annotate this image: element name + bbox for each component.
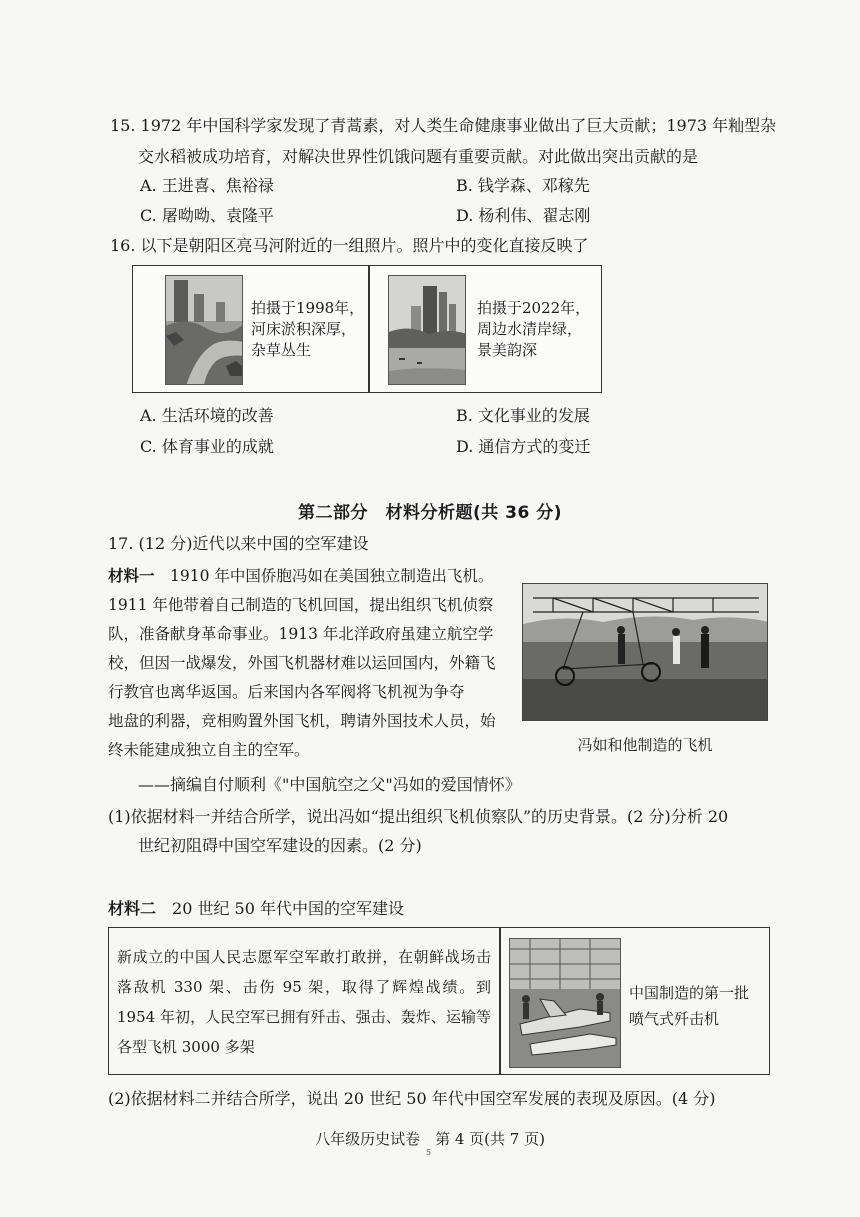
material2-title: 20 世纪 50 年代中国的空军建设 xyxy=(156,899,404,918)
q16-option-b[interactable]: B. 文化事业的发展 xyxy=(456,406,590,425)
photo-1998-caption: 拍摄于1998年， 河床淤积深厚， 杂草丛生 xyxy=(251,299,365,359)
material1-block xyxy=(108,562,518,765)
q16-photo-panel xyxy=(132,265,602,393)
material1-line-1: 1911 年他带着自己制造的飞机回国，提出组织飞机侦察 xyxy=(108,596,494,614)
q15-option-d[interactable]: D. 杨利伟、翟志刚 xyxy=(456,206,591,225)
material1-line-3: 校，但因一战爆发，外国飞机器材难以运回国内，外籍飞 xyxy=(108,654,496,672)
q15-option-b[interactable]: B. 钱学森、邓稼先 xyxy=(456,176,590,195)
q17-sub1-line2: 世纪初阻碍中国空军建设的因素。(2 分) xyxy=(138,836,422,855)
photo-divider xyxy=(368,266,370,392)
page-footer: 八年级历史试卷 第 4 页(共 7 页) xyxy=(315,1130,545,1148)
q16-option-a[interactable]: A. 生活环境的改善 xyxy=(140,406,274,425)
part2-title: 第二部分 材料分析题(共 36 分) xyxy=(297,503,563,523)
q16-option-d[interactable]: D. 通信方式的变迁 xyxy=(456,437,591,456)
material1-line-4: 行教官也离华返国。后来国内各军阀将飞机视为争夺 xyxy=(108,683,465,701)
material1-label: 材料一 xyxy=(108,567,155,585)
jet-fighter-photo xyxy=(509,938,621,1068)
footer-mark: 5 xyxy=(426,1148,432,1157)
q16-option-c[interactable]: C. 体育事业的成就 xyxy=(140,437,274,456)
fengru-photo-caption: 冯如和他制造的飞机 xyxy=(577,736,713,754)
material1-line-2: 队，准备献身革命事业。1913 年北洋政府虽建立航空学 xyxy=(108,625,494,643)
q16-number: 16. xyxy=(110,236,136,255)
q16-stem: 以下是朝阳区亮马河附近的一组照片。照片中的变化直接反映了 xyxy=(140,236,589,255)
photo-2022-caption: 拍摄于2022年， 周边水清岸绿， 景美韵深 xyxy=(477,299,591,359)
material1-line-5: 地盘的利器，竞相购置外国飞机，聘请外国技术人员，始 xyxy=(108,712,496,730)
fengru-plane-photo xyxy=(522,583,768,721)
q15-option-c[interactable]: C. 屠呦呦、袁隆平 xyxy=(140,206,274,225)
material2-text: 新成立的中国人民志愿军空军敢打敢拼，在朝鲜战场击落敌机 330 架、击伤 95 架，取得了辉煌战绩。到 1954 年初，人民空军已拥有歼击、强击、轰炸、运输等各型飞机 3000 多架 xyxy=(117,948,491,1056)
material1-line-6: 终未能建成独立自主的空军。 xyxy=(108,741,310,759)
q15-number: 15. xyxy=(110,116,136,135)
photo-2022 xyxy=(388,275,466,385)
q17-sub1-line1: (1)依据材料一并结合所学，说出冯如“提出组织飞机侦察队”的历史背景。(2 分)分析 20 xyxy=(108,807,729,826)
q17-heading: 17. (12 分)近代以来中国的空军建设 xyxy=(108,534,369,553)
q15-stem-part1: 1972 年中国科学家发现了青蒿素，对人类生命健康事业做出了巨大贡献；1973 年籼型杂 xyxy=(140,116,777,135)
material2-label: 材料二 xyxy=(108,899,157,918)
q15-option-a[interactable]: A. 王进喜、焦裕禄 xyxy=(140,176,274,195)
material1-line-0: 材料一 1910 年中国侨胞冯如在美国独立制造出飞机。 xyxy=(108,567,494,585)
material2-divider xyxy=(499,928,501,1074)
q16-stem-line xyxy=(110,235,589,257)
material2-box xyxy=(108,927,770,1075)
q15-line2: 交水稻被成功培育，对解决世界性饥饿问题有重要贡献。对此做出突出贡献的是 xyxy=(138,147,699,166)
material1-source: ——摘编自付顺利《"中国航空之父"冯如的爱国情怀》 xyxy=(138,775,521,794)
jet-photo-caption: 中国制造的第一批 喷气式歼击机 xyxy=(629,984,750,1028)
photo-1998 xyxy=(165,275,243,385)
q15-line1 xyxy=(110,115,776,137)
q17-sub2: (2)依据材料二并结合所学，说出 20 世纪 50 年代中国空军发展的表现及原因。(4 分) xyxy=(108,1089,716,1108)
material2-heading xyxy=(108,898,404,920)
